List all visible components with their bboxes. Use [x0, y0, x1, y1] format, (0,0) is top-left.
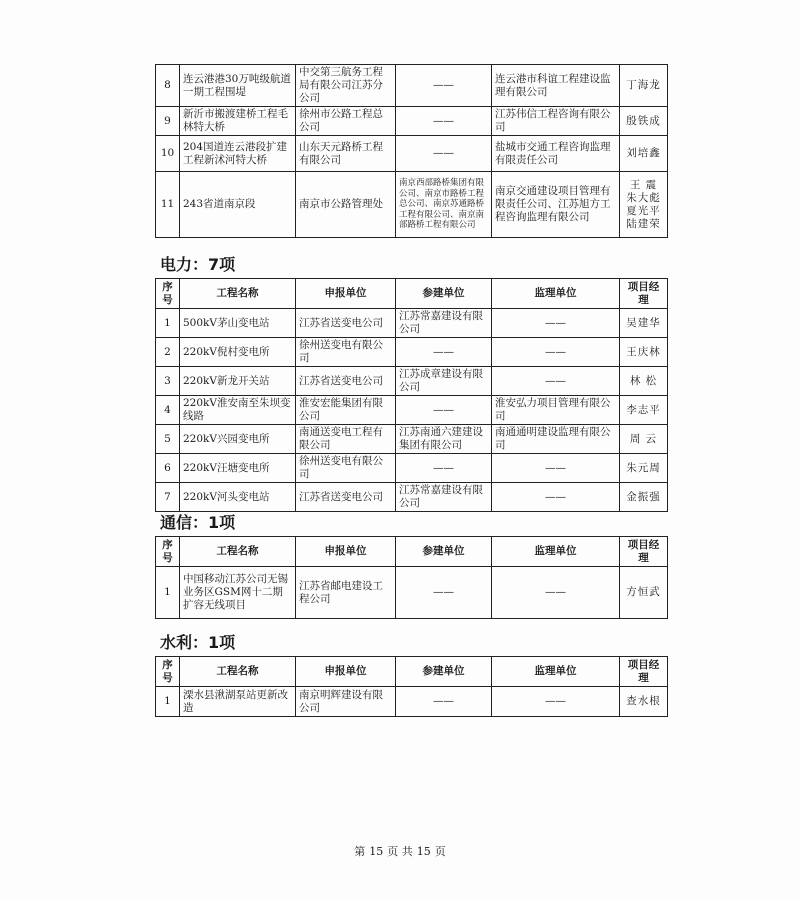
project-name: 溧水县湫湖泵站更新改造 [180, 687, 296, 717]
header-manager: 项目经理 [620, 537, 668, 567]
supervision-unit: —— [492, 687, 620, 717]
supervision-unit: 盐城市交通工程咨询监理有限责任公司 [492, 136, 620, 172]
project-manager: 李志平 [620, 396, 668, 425]
row-number: 9 [156, 107, 180, 136]
project-name: 中国移动江苏公司无锡业务区GSM网十二期扩容无线项目 [180, 567, 296, 619]
row-number: 4 [156, 396, 180, 425]
participating-units: —— [396, 687, 492, 717]
project-manager [620, 65, 668, 107]
table-row [156, 309, 668, 338]
page-footer [0, 843, 800, 859]
table-row [156, 567, 668, 619]
supervision-unit: 淮安弘力项目管理有限公司 [492, 396, 620, 425]
project-manager [620, 107, 668, 136]
project-manager: 查水根 [620, 687, 668, 717]
row-number: 3 [156, 367, 180, 396]
section-title-water: 水利：1项 [160, 633, 236, 652]
footer-total-pages: 15 [416, 845, 431, 858]
row-number: 5 [156, 425, 180, 454]
table-row [156, 687, 668, 717]
participating-units: —— [396, 567, 492, 619]
participating-units: 江苏南通六建建设集团有限公司 [396, 425, 492, 454]
project-name: 204国道连云港段扩建工程新沭河特大桥 [180, 136, 296, 172]
header-participants: 参建单位 [396, 657, 492, 687]
supervision-unit: 连云港市科谊工程建设监理有限公司 [492, 65, 620, 107]
participating-units: —— [396, 454, 492, 483]
header-applicant: 申报单位 [296, 537, 396, 567]
supervision-unit: 江苏伟信工程咨询有限公司 [492, 107, 620, 136]
header-row [156, 537, 668, 567]
table-row [156, 396, 668, 425]
section-title-telecom: 通信：1项 [160, 513, 236, 532]
row-number: 1 [156, 567, 180, 619]
project-name: 220kV河头变电站 [180, 483, 296, 512]
project-name: 连云港港30万吨级航道一期工程围堤 [180, 65, 296, 107]
manager-name: 殷铁成 [626, 114, 661, 127]
project-manager: 朱元周 [620, 454, 668, 483]
header-applicant: 申报单位 [296, 279, 396, 309]
header-row [156, 279, 668, 309]
project-name: 500kV茅山变电站 [180, 309, 296, 338]
header-no: 序号 [156, 279, 180, 309]
project-name: 243省道南京段 [180, 172, 296, 238]
table-row [156, 454, 668, 483]
table-row [156, 338, 668, 367]
project-manager: 金振强 [620, 483, 668, 512]
header-project-name: 工程名称 [180, 279, 296, 309]
supervision-unit: —— [492, 309, 620, 338]
participating-units: 江苏常嘉建设有限公司 [396, 483, 492, 512]
project-manager [620, 172, 668, 238]
footer-suffix: 页 [434, 845, 446, 858]
header-no: 序号 [156, 657, 180, 687]
supervision-unit: 南通通明建设监理有限公司 [492, 425, 620, 454]
row-number: 10 [156, 136, 180, 172]
project-manager: 方恒武 [620, 567, 668, 619]
applicant-unit: 南京明辉建设有限公司 [296, 687, 396, 717]
footer-mid: 页 共 [387, 845, 413, 858]
participating-units: —— [396, 107, 492, 136]
table-row [156, 483, 668, 512]
applicant-unit: 淮安宏能集团有限公司 [296, 396, 396, 425]
roads-table-continued [155, 64, 668, 238]
project-name: 220kV倪村变电所 [180, 338, 296, 367]
applicant-unit: 南京市公路管理处 [296, 172, 396, 238]
table-row [156, 425, 668, 454]
header-supervisor: 监理单位 [492, 279, 620, 309]
row-number: 6 [156, 454, 180, 483]
applicant-unit: 山东天元路桥工程有限公司 [296, 136, 396, 172]
header-project-name: 工程名称 [180, 537, 296, 567]
project-manager: 周 云 [620, 425, 668, 454]
project-name: 新沂市搬渡建桥工程毛林特大桥 [180, 107, 296, 136]
supervision-unit: —— [492, 567, 620, 619]
row-number: 1 [156, 687, 180, 717]
manager-name: 陆建荣 [626, 217, 661, 230]
applicant-unit: 江苏省送变电公司 [296, 309, 396, 338]
supervision-unit: —— [492, 367, 620, 396]
header-supervisor: 监理单位 [492, 657, 620, 687]
applicant-unit: 南通送变电工程有限公司 [296, 425, 396, 454]
table-row [156, 172, 668, 238]
header-no: 序号 [156, 537, 180, 567]
header-project-name: 工程名称 [180, 657, 296, 687]
applicant-unit: 徐州市公路工程总公司 [296, 107, 396, 136]
row-number: 1 [156, 309, 180, 338]
manager-name: 丁海龙 [626, 79, 661, 91]
manager-name: 刘培鑫 [626, 147, 661, 159]
participating-units: 江苏成章建设有限公司 [396, 367, 492, 396]
table-row [156, 107, 668, 136]
row-number: 7 [156, 483, 180, 512]
manager-name: 夏光平 [626, 204, 661, 217]
manager-name: 王 震 [629, 178, 658, 191]
applicant-unit: 江苏省送变电公司 [296, 367, 396, 396]
telecom-table [155, 536, 668, 619]
applicant-unit: 江苏省邮电建设工程公司 [296, 567, 396, 619]
header-row [156, 657, 668, 687]
project-name: 220kV新龙开关站 [180, 367, 296, 396]
project-name: 220kV汪塘变电所 [180, 454, 296, 483]
header-participants: 参建单位 [396, 279, 492, 309]
project-manager [620, 136, 668, 172]
header-applicant: 申报单位 [296, 657, 396, 687]
participating-units: —— [396, 65, 492, 107]
applicant-unit: 徐州送变电有限公司 [296, 338, 396, 367]
participating-units: 南京西部路桥集团有限公司、南京市路桥工程总公司、南京苏通路桥工程有限公司、南京南部路桥工程有限公司 [396, 172, 492, 238]
project-manager: 王庆林 [620, 338, 668, 367]
project-name: 220kV兴园变电所 [180, 425, 296, 454]
participating-units: —— [396, 396, 492, 425]
header-manager: 项目经理 [620, 279, 668, 309]
supervision-unit: —— [492, 483, 620, 512]
manager-name: 朱大彪 [626, 191, 661, 204]
applicant-unit: 徐州送变电有限公司 [296, 454, 396, 483]
row-number: 2 [156, 338, 180, 367]
table-row [156, 367, 668, 396]
applicant-unit: 江苏省送变电公司 [296, 483, 396, 512]
header-supervisor: 监理单位 [492, 537, 620, 567]
participating-units: 江苏常嘉建设有限公司 [396, 309, 492, 338]
row-number: 11 [156, 172, 180, 238]
project-manager: 吴建华 [620, 309, 668, 338]
footer-prefix: 第 [354, 845, 366, 858]
supervision-unit: 南京交通建设项目管理有限责任公司、江苏旭方工程咨询监理有限公司 [492, 172, 620, 238]
row-number: 8 [156, 65, 180, 107]
participating-units: —— [396, 338, 492, 367]
participating-units: —— [396, 136, 492, 172]
project-name: 220kV淮安南至朱坝变线路 [180, 396, 296, 425]
section-title-power: 电力：7项 [160, 255, 236, 274]
applicant-unit: 中交第三航务工程局有限公司江苏分公司 [296, 65, 396, 107]
supervision-unit: —— [492, 454, 620, 483]
footer-page-number: 15 [369, 845, 384, 858]
power-table [155, 278, 668, 512]
supervision-unit: —— [492, 338, 620, 367]
header-manager: 项目经理 [620, 657, 668, 687]
water-table [155, 656, 668, 717]
header-participants: 参建单位 [396, 537, 492, 567]
table-row [156, 136, 668, 172]
table-row [156, 65, 668, 107]
project-manager: 林 松 [620, 367, 668, 396]
